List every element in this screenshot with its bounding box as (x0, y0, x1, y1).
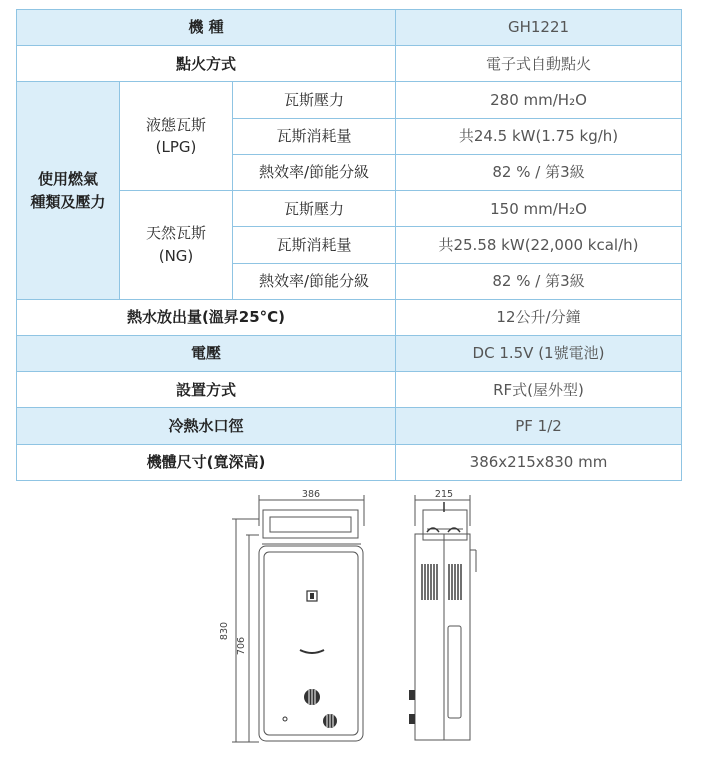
row-install (17, 372, 682, 408)
side-window (448, 626, 461, 718)
side-vent-right-icon (449, 564, 461, 600)
row-model (17, 10, 682, 46)
row-size (17, 444, 682, 480)
front-body (259, 546, 363, 741)
ng-pressure-value: 150 mm/H₂O (396, 191, 682, 227)
row-hot-water (17, 299, 682, 335)
front-knob-lower-icon (323, 714, 337, 728)
side-body (415, 534, 470, 740)
front-screw-icon (283, 717, 287, 721)
front-top-bracket (263, 510, 358, 538)
total-height-label: 830 (219, 621, 230, 641)
lpg-efficiency-value: 82 % / 第3級 (396, 154, 682, 190)
ng-consumption-value: 共25.58 kW(22,000 kcal/h) (396, 227, 682, 263)
dimension-drawing (0, 486, 722, 756)
row-lpg-pressure (17, 82, 682, 118)
hot-water-value: 12公升/分鐘 (396, 299, 682, 335)
side-knob-upper-icon (409, 690, 415, 700)
side-vent-left-icon (422, 564, 437, 600)
front-indicator-dot (310, 593, 314, 599)
ng-efficiency-value: 82 % / 第3級 (396, 263, 682, 299)
side-depth-label: 215 (434, 489, 454, 500)
install-label: 設置方式 (17, 372, 396, 408)
front-window-icon (300, 650, 324, 653)
ng-pressure-label: 瓦斯壓力 (233, 191, 396, 227)
install-value: RF式(屋外型) (396, 372, 682, 408)
lpg-consumption-value: 共24.5 kW(1.75 kg/h) (396, 118, 682, 154)
hot-water-label: 熱水放出量(溫昇25°C) (17, 299, 396, 335)
front-body-inner (264, 552, 358, 735)
row-ignition (17, 46, 682, 82)
gas-group-label: 使用燃氣 種類及壓力 (17, 82, 120, 299)
lpg-consumption-label: 瓦斯消耗量 (233, 118, 396, 154)
front-width-label: 386 (301, 489, 321, 500)
lpg-pressure-label: 瓦斯壓力 (233, 82, 396, 118)
spec-table (16, 9, 682, 481)
ignition-label: 點火方式 (17, 46, 396, 82)
ng-efficiency-label: 熱效率/節能分級 (233, 263, 396, 299)
side-top-bracket (423, 510, 467, 540)
row-pipe (17, 408, 682, 444)
pipe-value: PF 1/2 (396, 408, 682, 444)
voltage-value: DC 1.5V (1號電池) (396, 335, 682, 371)
ng-consumption-label: 瓦斯消耗量 (233, 227, 396, 263)
model-value: GH1221 (396, 10, 682, 46)
lpg-pressure-value: 280 mm/H₂O (396, 82, 682, 118)
ignition-value: 電子式自動點火 (396, 46, 682, 82)
model-label: 機 種 (17, 10, 396, 46)
body-height-label: 706 (236, 636, 247, 656)
size-value: 386x215x830 mm (396, 444, 682, 480)
ng-label: 天然瓦斯 (NG) (120, 191, 233, 300)
front-knob-upper-icon (304, 689, 320, 705)
pipe-label: 冷熱水口徑 (17, 408, 396, 444)
lpg-label: 液態瓦斯 (LPG) (120, 82, 233, 191)
side-knob-lower-icon (409, 714, 415, 724)
lpg-efficiency-label: 熱效率/節能分級 (233, 154, 396, 190)
size-label: 機體尺寸(寬深高) (17, 444, 396, 480)
row-voltage (17, 335, 682, 371)
voltage-label: 電壓 (17, 335, 396, 371)
front-top-bracket-inner (270, 517, 351, 532)
